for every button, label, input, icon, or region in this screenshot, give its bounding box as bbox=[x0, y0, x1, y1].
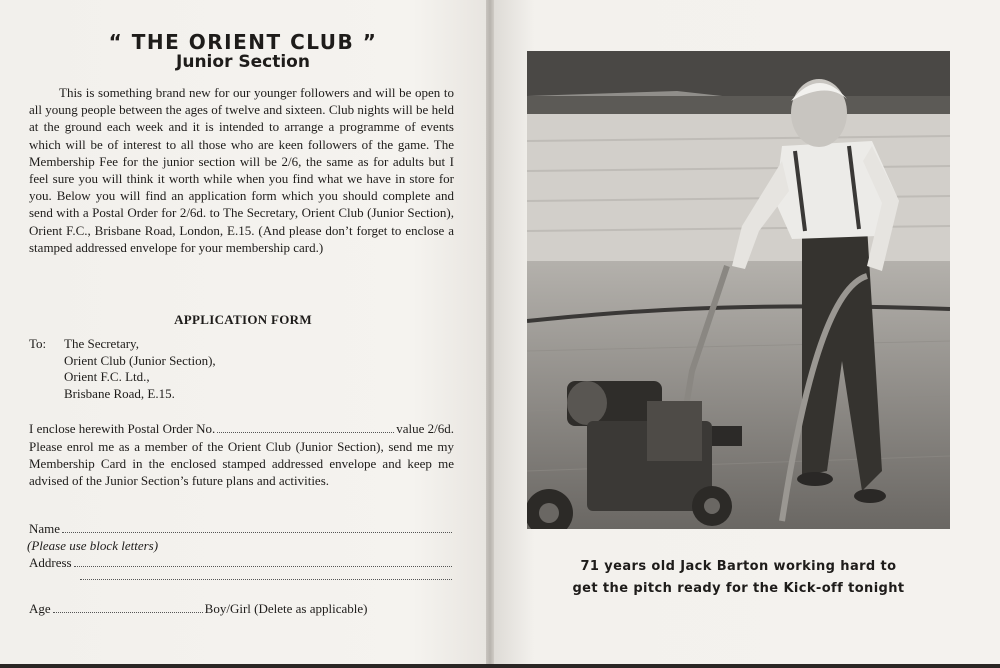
address-field-line1[interactable] bbox=[74, 565, 452, 567]
intro-paragraph: This is something brand new for our younger followers and will be open to all young people between the ages of twelve and sixteen. Club nights will be held at the ground each week and it is intended to arrange a programme of events which will be of interest to all those who are keen followers of the game. The Membership Fee for the junior section will be 2/6, the same as for adults but I feel sure you will think it worth while when you find what we have in store for you. Below you will find an application form which you should complete and send with a Postal Order for 2/6d. to The Secretary, Orient Club (Junior Section), Orient F.C., Brisbane Road, London, E.15. (And please don’t forget to enclose a stamped addressed envelope for your membership card.) bbox=[29, 85, 454, 255]
photo-caption bbox=[527, 556, 950, 600]
age-field[interactable] bbox=[53, 611, 203, 613]
address-row-2 bbox=[78, 578, 454, 580]
address-row bbox=[29, 555, 454, 571]
bottom-edge bbox=[0, 664, 1000, 668]
address-lines bbox=[64, 336, 216, 402]
postal-order-value: value 2/6d. bbox=[396, 421, 454, 436]
address-field-line2[interactable] bbox=[80, 578, 452, 580]
photo-illustration bbox=[527, 51, 950, 529]
name-row bbox=[29, 521, 454, 537]
age-label: Age bbox=[29, 601, 51, 616]
section-subtitle: Junior Section bbox=[176, 52, 310, 72]
address-line: Brisbane Road, E.15. bbox=[64, 385, 175, 401]
club-title: “ THE ORIENT CLUB ” bbox=[108, 30, 378, 54]
address-label: Address bbox=[29, 555, 72, 570]
groundsman-photo bbox=[527, 51, 950, 529]
age-row bbox=[29, 601, 454, 617]
address-line: The Secretary, bbox=[64, 336, 139, 351]
address-line: Orient Club (Junior Section), bbox=[64, 352, 216, 368]
name-field[interactable] bbox=[62, 531, 452, 533]
application-form-heading: APPLICATION FORM bbox=[174, 312, 312, 327]
caption-line: get the pitch ready for the Kick-off tonight bbox=[572, 581, 905, 596]
to-label: To: bbox=[29, 336, 47, 351]
book-spine bbox=[486, 0, 494, 668]
address-line: Orient F.C. Ltd., bbox=[64, 369, 150, 384]
postal-order-label: I enclose herewith Postal Order No. bbox=[29, 421, 216, 436]
caption-line: 71 years old Jack Barton working hard to bbox=[580, 559, 897, 574]
postal-order-row bbox=[29, 421, 454, 437]
block-letters-note: (Please use block letters) bbox=[27, 538, 159, 553]
boy-girl-label: Boy/Girl (Delete as applicable) bbox=[204, 601, 368, 616]
name-label: Name bbox=[29, 521, 61, 536]
postal-order-number-field[interactable] bbox=[217, 431, 394, 433]
enrol-paragraph: Please enrol me as a member of the Orient Club (Junior Section), send me my Membership Card in the enclosed stamped addressed envelope and keep me advised of the Junior Section’s future plans and activities. bbox=[29, 439, 454, 488]
left-page bbox=[0, 0, 486, 668]
